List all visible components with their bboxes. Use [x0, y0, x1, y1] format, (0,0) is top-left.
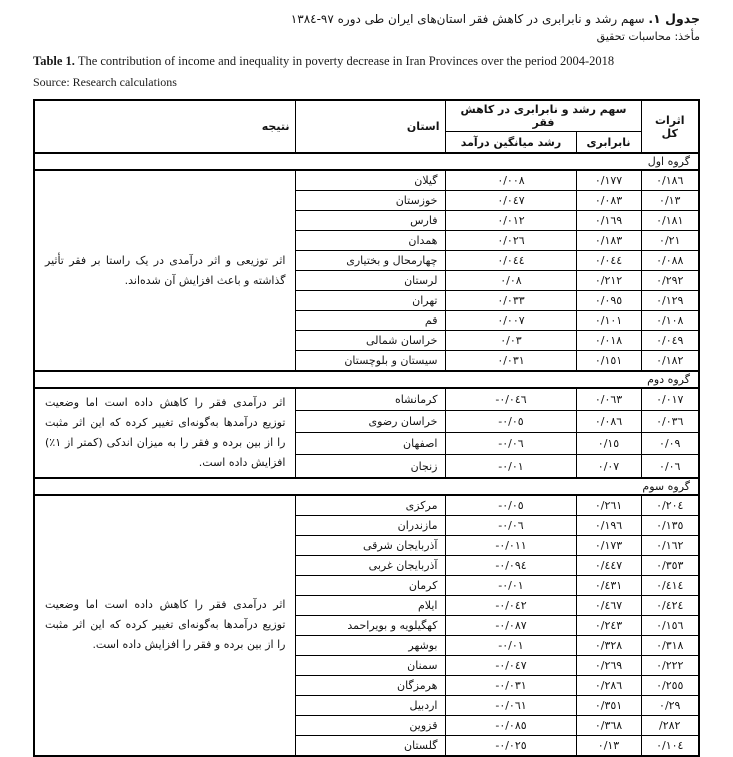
province-cell: آذربایجان شرقی [296, 535, 446, 555]
income-growth-cell: ٠/٠٠٧ [446, 311, 576, 331]
province-cell: آذربایجان غربی [296, 555, 446, 575]
total-effects-cell: ٠/١٨٢ [641, 351, 699, 372]
income-growth-cell: -٠/٠٥ [446, 411, 576, 433]
province-cell: اصفهان [296, 433, 446, 455]
income-growth-cell: -٠/٠٨٥ [446, 715, 576, 735]
income-growth-cell: -٠/٠١ [446, 575, 576, 595]
total-effects-cell: ٠/٤١٤ [641, 575, 699, 595]
province-cell: سمنان [296, 655, 446, 675]
province-cell: ایلام [296, 595, 446, 615]
table-caption-en-label: Table 1. [33, 54, 75, 69]
total-effects-cell: ٠/١٣٥ [641, 515, 699, 535]
income-growth-cell: -٠/٠٤٢ [446, 595, 576, 615]
inequality-cell: ٠/٤٦٧ [576, 595, 641, 615]
total-effects-cell: ٠/٤٢٤ [641, 595, 699, 615]
province-cell: خوزستان [296, 191, 446, 211]
inequality-cell: ٠/٢٤٣ [576, 615, 641, 635]
inequality-cell: ٠/٠٤٤ [576, 251, 641, 271]
total-effects-cell: ٠/٢٩٢ [641, 271, 699, 291]
inequality-cell: ٠/٠٦٣ [576, 388, 641, 411]
income-growth-cell: -٠/٠٤٧ [446, 655, 576, 675]
province-cell: فارس [296, 211, 446, 231]
total-effects-cell: ٠/٠٩ [641, 433, 699, 455]
province-cell: لرستان [296, 271, 446, 291]
group-result-cell: اثر درآمدی فقر را کاهش داده است اما وضعیت توزیع درآمدها به‌گونه‌ای تغییر کرده که این اثر مثبت را از بین برده و فقر را به میزان اندکی (کمتر از ١٪) افزایش داده است. [34, 388, 296, 477]
table-caption-en-text: The contribution of income and inequality in poverty decrease in Iran Provinces over the period 2004-2018 [77, 54, 615, 69]
group-label: گروه سوم [34, 478, 699, 495]
total-effects-cell: ٠/٢٢٢ [641, 655, 699, 675]
poverty-decomposition-table [33, 99, 700, 756]
income-growth-cell: -٠/٠٨٧ [446, 615, 576, 635]
income-growth-cell: -٠/٠٦ [446, 433, 576, 455]
total-effects-cell: ٠/١٠٤ [641, 735, 699, 756]
total-effects-cell: ٠/٠١٧ [641, 388, 699, 411]
table-caption-fa-text: سهم رشد و نابرابری در کاهش فقر استان‌های ایران طی دوره ٩٧-١٣٨٤ [290, 12, 645, 26]
province-cell: بوشهر [296, 635, 446, 655]
income-growth-cell: ٠/٠١٢ [446, 211, 576, 231]
group-row [34, 371, 699, 388]
total-effects-cell: ٠/١٦٢ [641, 535, 699, 555]
inequality-cell: ٠/٢٨٦ [576, 675, 641, 695]
total-effects-cell: ٠/١٠٨ [641, 311, 699, 331]
province-cell: قزوین [296, 715, 446, 735]
income-growth-cell: ٠/٠٣ [446, 331, 576, 351]
table-caption-fa [33, 10, 700, 28]
income-growth-cell: ٠/٠٠٨ [446, 170, 576, 191]
province-cell: قم [296, 311, 446, 331]
province-cell: همدان [296, 231, 446, 251]
income-growth-cell: -٠/٠١ [446, 635, 576, 655]
inequality-cell: ٠/٣٦٨ [576, 715, 641, 735]
income-growth-cell: -٠/٠١١ [446, 535, 576, 555]
inequality-cell: ٠/١٧٣ [576, 535, 641, 555]
total-effects-cell: ٠/١٢٩ [641, 291, 699, 311]
province-cell: کرمانشاه [296, 388, 446, 411]
inequality-cell: ٠/٠٩٥ [576, 291, 641, 311]
income-growth-cell: ٠/٠٣١ [446, 351, 576, 372]
total-effects-cell: ٠/٣١٨ [641, 635, 699, 655]
inequality-cell: ٠/١٥ [576, 433, 641, 455]
inequality-cell: ٠/٤٤٧ [576, 555, 641, 575]
province-cell: اردبیل [296, 695, 446, 715]
total-effects-cell: ٠/١٨٦ [641, 170, 699, 191]
total-effects-cell: ٠/١٨١ [641, 211, 699, 231]
header-row-1 [34, 100, 699, 132]
group-result-cell: اثر توزیعی و اثر درآمدی در یک راستا بر فقر تأثیر گذاشته و باعث افزایش آن شده‌اند. [34, 170, 296, 371]
inequality-cell: ٠/٣٥١ [576, 695, 641, 715]
group-row [34, 153, 699, 170]
table-header [34, 100, 699, 153]
total-effects-cell: ٠/٢٥٥ [641, 675, 699, 695]
header-result: نتیجه [34, 100, 296, 153]
province-cell: مازندران [296, 515, 446, 535]
inequality-cell: ٠/٠٧ [576, 455, 641, 478]
inequality-cell: ٠/١٩٦ [576, 515, 641, 535]
income-growth-cell: -٠/٠٦ [446, 515, 576, 535]
inequality-cell: ٠/١٥١ [576, 351, 641, 372]
table-source-fa: مأخذ: محاسبات تحقیق [596, 30, 700, 44]
province-cell: خراسان رضوی [296, 411, 446, 433]
total-effects-cell: /٢٨٢ [641, 715, 699, 735]
income-growth-cell: -٠/٠٤٦ [446, 388, 576, 411]
inequality-cell: ٠/٢٦١ [576, 495, 641, 516]
income-growth-cell: ٠/٠٤٤ [446, 251, 576, 271]
total-effects-cell: ٠/٠٦ [641, 455, 699, 478]
province-cell: مرکزی [296, 495, 446, 516]
province-cell: سیستان و بلوچستان [296, 351, 446, 372]
group-result-cell: اثر درآمدی فقر را کاهش داده است اما وضعیت توزیع درآمدها به‌گونه‌ای تغییر کرده که این اثر مثبت را از بین برده و فقر را افزایش داده است. [34, 495, 296, 756]
province-cell: تهران [296, 291, 446, 311]
table-source-en: Source: Research calculations [33, 75, 177, 90]
income-growth-cell: ٠/٠٨ [446, 271, 576, 291]
table-caption-en [33, 54, 700, 69]
total-effects-cell: ٠/٢٠٤ [641, 495, 699, 516]
table-body [34, 153, 699, 755]
inequality-cell: ٠/٢١٢ [576, 271, 641, 291]
income-growth-cell: -٠/٠١ [446, 455, 576, 478]
income-growth-cell: -٠/٠٦١ [446, 695, 576, 715]
table-row [34, 495, 699, 516]
province-cell: چهارمحال و بختیاری [296, 251, 446, 271]
total-effects-cell: ٠/٠٣٦ [641, 411, 699, 433]
inequality-cell: ٠/٢٦٩ [576, 655, 641, 675]
header-income-growth: رشد میانگین درآمد [446, 132, 576, 154]
table-row [34, 388, 699, 411]
province-cell: گلستان [296, 735, 446, 756]
income-growth-cell: -٠/٠٣١ [446, 675, 576, 695]
inequality-cell: ٠/١٠١ [576, 311, 641, 331]
inequality-cell: ٠/٤٣١ [576, 575, 641, 595]
group-label: گروه اول [34, 153, 699, 170]
province-cell: کهگیلویه و بویراحمد [296, 615, 446, 635]
total-effects-cell: ٠/٣٥٣ [641, 555, 699, 575]
inequality-cell: ٠/٣٢٨ [576, 635, 641, 655]
inequality-cell: ٠/٠١٨ [576, 331, 641, 351]
group-label: گروه دوم [34, 371, 699, 388]
inequality-cell: ٠/١٦٩ [576, 211, 641, 231]
income-growth-cell: -٠/٠٢٥ [446, 735, 576, 756]
total-effects-cell: ٠/١٥٦ [641, 615, 699, 635]
income-growth-cell: -٠/٠٥ [446, 495, 576, 516]
total-effects-cell: ٠/٠٤٩ [641, 331, 699, 351]
province-cell: کرمان [296, 575, 446, 595]
header-province: استان [296, 100, 446, 153]
header-total-effects: اثرات کل [641, 100, 699, 153]
income-growth-cell: ٠/٠٢٦ [446, 231, 576, 251]
total-effects-cell: ٠/١٣ [641, 191, 699, 211]
income-growth-cell: -٠/٠٩٤ [446, 555, 576, 575]
header-share-growth-inequality: سهم رشد و نابرابری در کاهش فقر [446, 100, 641, 132]
province-cell: گیلان [296, 170, 446, 191]
province-cell: زنجان [296, 455, 446, 478]
income-growth-cell: ٠/٠٤٧ [446, 191, 576, 211]
inequality-cell: ٠/١٧٧ [576, 170, 641, 191]
table-caption-fa-label: جدول ١. [648, 11, 700, 26]
table-row [34, 170, 699, 191]
total-effects-cell: ٠/٢٩ [641, 695, 699, 715]
province-cell: خراسان شمالی [296, 331, 446, 351]
inequality-cell: ٠/١٣ [576, 735, 641, 756]
income-growth-cell: ٠/٠٣٣ [446, 291, 576, 311]
header-inequality: نابرابری [576, 132, 641, 154]
inequality-cell: ٠/١٨٣ [576, 231, 641, 251]
total-effects-cell: ٠/٢١ [641, 231, 699, 251]
group-row [34, 478, 699, 495]
inequality-cell: ٠/٠٨٦ [576, 411, 641, 433]
total-effects-cell: ٠/٠٨٨ [641, 251, 699, 271]
province-cell: هرمزگان [296, 675, 446, 695]
inequality-cell: ٠/٠٨٣ [576, 191, 641, 211]
